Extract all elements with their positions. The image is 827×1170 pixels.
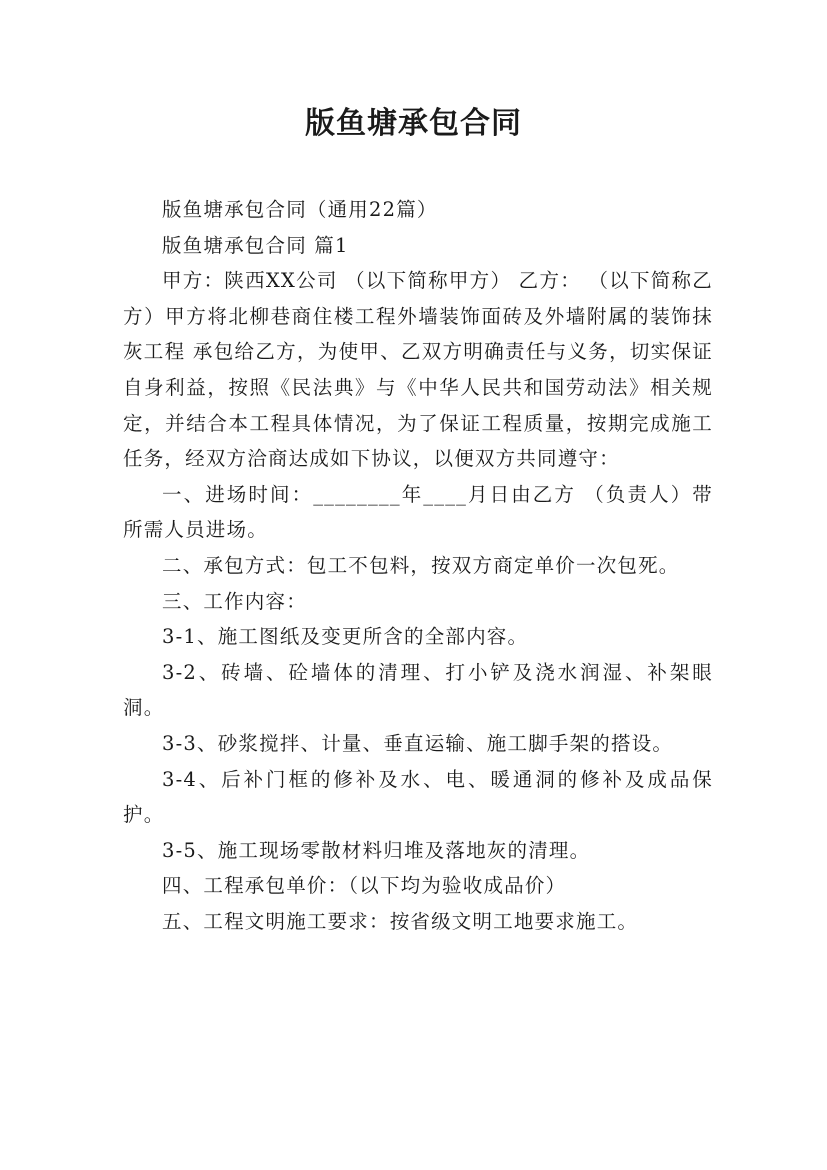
- document-body: [123, 192, 713, 939]
- document-title: 版鱼塘承包合同: [305, 106, 522, 141]
- paragraph-civilized-construction: 五、工程文明施工要求：按省级文明工地要求施工。: [162, 909, 639, 933]
- paragraph-item-3-2: 3-2、砖墙、砼墙体的清理、打小铲及浇水润湿、补架眼洞。: [123, 660, 713, 720]
- paragraph-item-3-3: 3-3、砂浆搅拌、计量、垂直运输、施工脚手架的搭设。: [162, 731, 674, 755]
- paragraph-item-3-1: 3-1、施工图纸及变更所含的全部内容。: [162, 625, 529, 649]
- paragraph-section-heading: 版鱼塘承包合同 篇1: [162, 233, 349, 257]
- paragraph-subtitle: 版鱼塘承包合同（通用22篇）: [162, 198, 438, 221]
- paragraph-work-content: 三、工作内容：: [162, 589, 307, 613]
- paragraph-entry-time: 一、进场时间：________年____月日由乙方 （负责人）带所需人员进场。: [123, 482, 713, 542]
- paragraph-contract-method: 二、承包方式：包工不包料，按双方商定单价一次包死。: [162, 553, 680, 577]
- paragraph-parties: 甲方：陕西XX公司 （以下简称甲方） 乙方： （以下简称乙方）甲方将北柳巷商住楼工程外墙装饰面砖及外墙附属的装饰抹灰工程 承包给乙方，为使甲、乙双方明确责任与义务，切实保证自身利益，按照《民法典》与《中华人民共和国劳动法》相关规定，并结合本工程具体情况，为了保证工程质量，按期完成施工任务，经双方洽商达成如下协议，以便双方共同遵守：: [123, 269, 713, 471]
- paragraph-item-3-5: 3-5、施工现场零散材料归堆及落地灰的清理。: [162, 838, 591, 862]
- paragraph-unit-price: 四、工程承包单价：（以下均为验收成品价）: [162, 874, 567, 898]
- paragraph-item-3-4: 3-4、后补门框的修补及水、电、暖通洞的修补及成品保护。: [123, 767, 713, 827]
